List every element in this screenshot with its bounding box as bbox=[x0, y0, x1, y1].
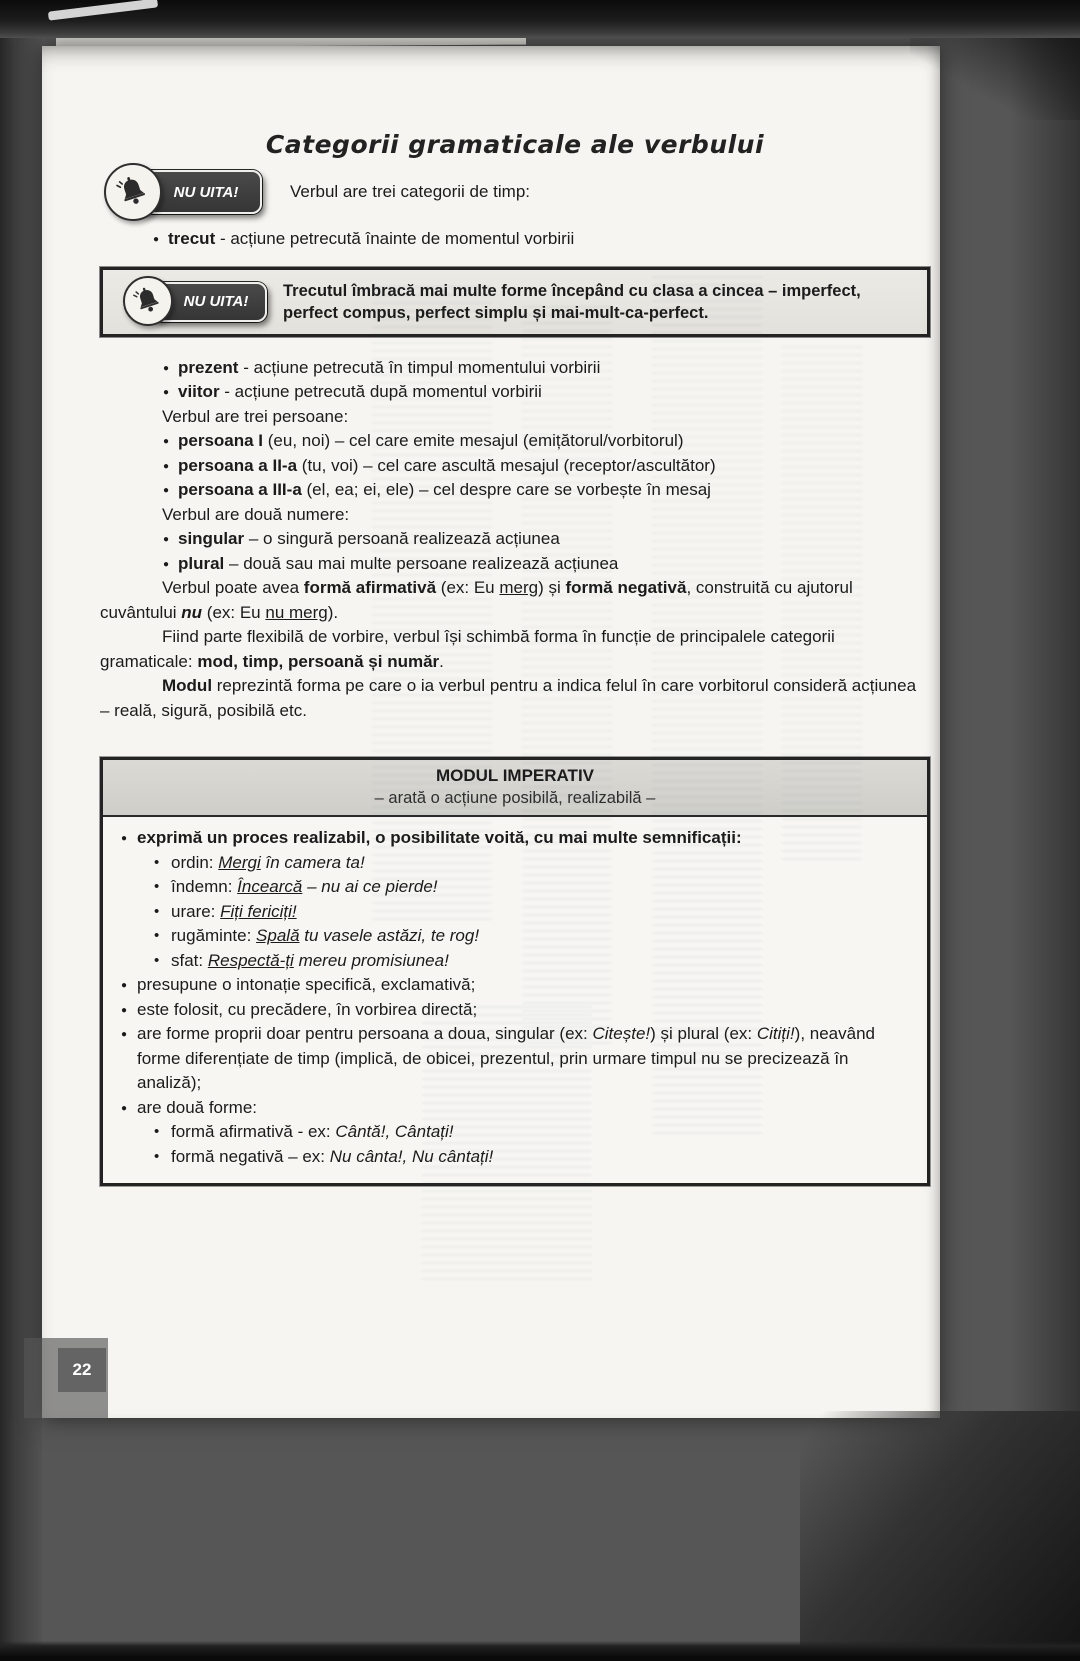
imp-item-urare: • urare: Fiți fericiți! bbox=[103, 900, 911, 925]
imp-item-intonatie: ● presupune o intonație specifică, exclamativă; bbox=[103, 973, 911, 998]
note-box bbox=[100, 267, 930, 337]
bell-icon bbox=[104, 163, 162, 221]
note-text: Trecutul îmbracă mai multe forme începând cu clasa a cincea – imperfect, perfect compus, perfect simplu și mai-mult-ca-perfect. bbox=[283, 281, 861, 322]
imp-item-forme-proprii: ● are forme proprii doar pentru persoana a doua, singular (ex: Citește!) și plural (ex: Citiți!), neavând forme diferențiate de timp (implică, de obicei, prezentul, prin urmare timpul nu se precizează în analiză); bbox=[103, 1022, 911, 1096]
imperativ-subtitle: – arată o acțiune posibilă, realizabilă – bbox=[374, 789, 656, 807]
document-page bbox=[42, 46, 940, 1418]
imp-item-indemn: • îndemn: Încearcă – nu ai ce pierde! bbox=[103, 875, 911, 900]
imp-item-rugaminte: • rugăminte: Spală tu vasele astăzi, te rog! bbox=[103, 924, 911, 949]
paragraph-forme: Verbul poate avea formă afirmativă (ex: Eu merg) și formă negativă, construită cu ajutorul cuvântului nu (ex: Eu nu merg). bbox=[100, 578, 853, 622]
bullet-trecut: ● trecut - acțiune petrecută înainte de momentul vorbirii bbox=[100, 227, 930, 252]
nu-uita-badge-1 bbox=[136, 170, 262, 214]
badge-label: NU UITA! bbox=[173, 183, 239, 201]
imperativ-body bbox=[103, 817, 927, 1183]
heading-persoane: Verbul are trei persoane: bbox=[162, 406, 349, 426]
paragraph-flexibila: Fiind parte flexibilă de vorbire, verbul își schimbă forma în funcție de principalele categorii gramaticale: mod, timp, persoană și număr. bbox=[100, 627, 835, 671]
bullet-singular: ● singular – o singură persoană realizează acțiunea bbox=[100, 527, 930, 552]
scan-edge-left bbox=[0, 0, 42, 1661]
page-number bbox=[58, 1348, 106, 1392]
nu-uita-badge-2 bbox=[151, 282, 267, 322]
imp-item-negativa: • formă negativă – ex: Nu cânta!, Nu cântați! bbox=[103, 1145, 911, 1170]
bell-icon bbox=[123, 276, 173, 326]
imp-item-folosit: ● este folosit, cu precădere, în vorbirea directă; bbox=[103, 998, 911, 1023]
heading-numere: Verbul are două numere: bbox=[162, 504, 350, 524]
imperativ-title: MODUL IMPERATIV bbox=[435, 766, 595, 785]
scan-edge-top bbox=[0, 0, 1080, 38]
imp-item-afirmativa: • formă afirmativă - ex: Cântă!, Cântați! bbox=[103, 1120, 911, 1145]
paragraph-modul: Modul reprezintă forma pe care o ia verbul pentru a indica felul în care vorbitorul consideră acțiunea – reală, sigură, posibilă etc. bbox=[100, 676, 917, 720]
bullet-plural: ● plural – două sau mai multe persoane realizează acțiunea bbox=[100, 552, 930, 577]
bullet-persoana-3: ● persoana a III-a (el, ea; ei, ele) – cel despre care se vorbește în mesaj bbox=[100, 478, 930, 503]
imp-item-exprima: ● exprimă un proces realizabil, o posibilitate voită, cu mai multe semnificații: bbox=[103, 826, 911, 851]
note-badge-holder bbox=[115, 282, 267, 322]
imp-item-sfat: • sfat: Respectă-ți mereu promisiunea! bbox=[103, 949, 911, 974]
scan-edge-bottom bbox=[0, 1641, 1080, 1661]
imperativ-box bbox=[100, 757, 930, 1186]
intro-line: Verbul are trei categorii de timp: bbox=[290, 182, 531, 201]
reminder-row bbox=[100, 170, 930, 214]
bullet-persoana-1: ● persoana I (eu, noi) – cel care emite mesajul (emițătorul/vorbitorul) bbox=[100, 429, 930, 454]
bullet-prezent: ● prezent - acțiune petrecută în timpul momentului vorbirii bbox=[100, 356, 930, 381]
page-number-text: 22 bbox=[72, 1360, 92, 1379]
body-content bbox=[100, 356, 930, 724]
scan-corner-bottom-right bbox=[800, 1411, 1080, 1661]
imp-item-ordin: • ordin: Mergi în camera ta! bbox=[103, 851, 911, 876]
bullet-viitor: ● viitor - acțiune petrecută după momentul vorbirii bbox=[100, 380, 930, 405]
page-title: Categorii gramaticale ale verbului bbox=[265, 130, 765, 159]
badge-label: NU UITA! bbox=[183, 293, 249, 310]
bullet-persoana-2: ● persoana a II-a (tu, voi) – cel care ascultă mesajul (receptor/ascultător) bbox=[100, 454, 930, 479]
imp-item-doua-forme: ● are două forme: bbox=[103, 1096, 911, 1121]
imperativ-header bbox=[103, 760, 927, 817]
